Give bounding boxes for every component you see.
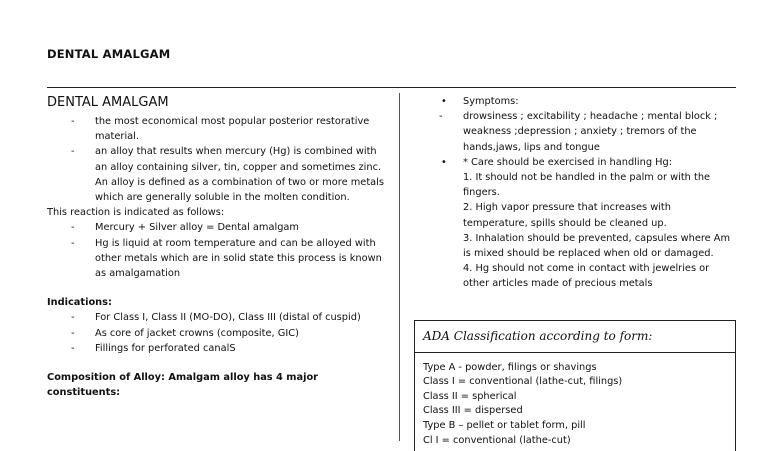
dash-marker: -	[71, 146, 75, 158]
list-item-text: Fillings for perforated canalS	[95, 342, 236, 354]
reaction-intro: This reaction is indicated as follows:	[47, 207, 225, 219]
list-item	[47, 114, 387, 144]
care-point: 2. High vapor pressure that increases with temperature, spills should be cleaned up.	[463, 202, 671, 229]
list-item	[415, 109, 735, 155]
dash-marker: -	[71, 312, 75, 324]
section-heading: DENTAL AMALGAM	[47, 95, 169, 110]
list-item-text: Mercury + Silver alloy = Dental amalgam	[95, 222, 299, 234]
list-item-text: As core of jacket crowns (composite, GIC)	[95, 327, 299, 339]
ada-item: Class I = conventional (lathe-cut, filings)	[423, 376, 623, 388]
list-item	[47, 144, 387, 205]
list-item	[47, 310, 387, 325]
ada-item: Class II = spherical	[423, 390, 517, 402]
indications-heading: Indications:	[47, 297, 112, 309]
ada-classification-box	[414, 320, 736, 451]
symptoms-label: Symptoms:	[463, 96, 519, 107]
list-item-text: For Class I, Class II (MO-DO), Class III (distal of cuspid)	[95, 312, 361, 324]
list-item	[47, 341, 387, 356]
header-divider	[47, 87, 736, 88]
right-column	[415, 94, 735, 292]
dash-marker: -	[71, 327, 75, 339]
list-item	[47, 220, 387, 235]
page-title: DENTAL AMALGAM	[47, 47, 171, 61]
dash-marker: -	[71, 237, 75, 249]
symptoms-text: drowsiness ; excitability ; headache ; mental block ; weakness ;depression ; anxiety ; tremors of the hands,jaws, lips and tongue	[463, 111, 718, 153]
dash-marker: -	[71, 222, 75, 234]
ada-item: Cl I = conventional (lathe-cut)	[423, 434, 571, 446]
list-item	[47, 326, 387, 341]
list-item-text: an alloy that results when mercury (Hg) is combined with an alloy containing silver, tin, copper and sometimes zinc. An alloy is defined as a combination of two or more metals which are generally soluble in the molten condition.	[95, 146, 384, 204]
dash-marker: -	[71, 342, 75, 354]
bullet-marker: •	[441, 96, 447, 107]
column-divider	[399, 93, 400, 441]
left-column	[47, 94, 387, 400]
ada-item: Class III = dispersed	[423, 405, 523, 417]
ada-item: Type B – pellet or tablet form, pill	[423, 419, 586, 431]
care-point: 4. Hg should not come in contact with jewelries or other articles made of precious metals	[463, 263, 710, 290]
care-label: * Care should be exercised in handling Hg:	[463, 156, 673, 168]
ada-title: ADA Classification according to form:	[415, 321, 735, 353]
list-item	[415, 155, 735, 170]
composition-heading: Composition of Alloy: Amalgam alloy has 4 major constituents:	[47, 372, 319, 399]
list-item-text: the most economical most popular posterior restorative material.	[95, 116, 370, 143]
list-item	[47, 236, 387, 282]
list-item-text: Hg is liquid at room temperature and can be alloyed with other metals which are in solid state this process is known as amalgamation	[95, 237, 382, 280]
dash-marker: -	[439, 111, 443, 123]
ada-item: Type A - powder, filings or shavings	[423, 361, 597, 373]
ada-list	[415, 353, 735, 449]
bullet-marker: •	[441, 156, 447, 168]
list-item	[415, 94, 735, 109]
dash-marker: -	[71, 116, 75, 127]
care-point: 3. Inhalation should be prevented, capsules where Am is mixed should be replaced when old or damaged.	[463, 232, 731, 260]
care-point: 1. It should not be handled in the palm or with the fingers.	[463, 172, 711, 199]
